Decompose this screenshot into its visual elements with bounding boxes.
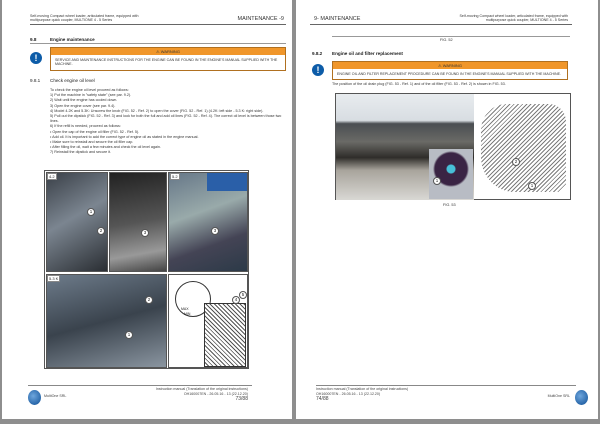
step: • Make sure to reinstall and secure the oil filler cap. bbox=[50, 140, 134, 145]
warning-title: ⚠ WARNING bbox=[333, 62, 567, 69]
warning-box bbox=[50, 47, 286, 71]
callout: 2 bbox=[145, 296, 153, 304]
max-label: MAX bbox=[181, 307, 189, 311]
callout: 5 bbox=[239, 291, 247, 299]
photo-5-2 bbox=[168, 172, 248, 272]
min-label: MIN bbox=[184, 312, 191, 316]
step: To check the engine oil level proceed as follows: bbox=[50, 88, 129, 92]
section-title: Engine maintenance bbox=[50, 37, 95, 42]
warning-box bbox=[332, 61, 568, 80]
footer-line: OH160007EN - 26.05.16 - 13 (22.12.20) bbox=[183, 392, 248, 396]
callout: 1 bbox=[528, 182, 536, 190]
step: • After filling the oil, wait a few minutes and check the oil level again. bbox=[50, 145, 161, 150]
warning-title: ⚠ WARNING bbox=[51, 48, 285, 55]
header-section: MAINTENANCE -9 bbox=[237, 16, 284, 22]
footer-company: MultiOne SRL bbox=[547, 394, 570, 398]
callout: 1 bbox=[125, 331, 133, 339]
multione-logo bbox=[28, 390, 41, 405]
warning-text: ENGINE OIL AND FILTER REPLACEMENT PROCEDURE CAN BE FOUND IN THE ENGINE'S MANUAL SUPPLIED WITH THE MACHINE. bbox=[337, 72, 561, 76]
warning-text: SERVICE AND MAINTENANCE INSTRUCTIONS FOR THE ENGINE CAN BE FOUND IN THE ENGINE'S MANUAL SUPPLIED WITH THE MACHINE. bbox=[55, 58, 278, 67]
page-number: 74/88 bbox=[316, 396, 329, 402]
step: 1) Put the machine in "safety state" (see par. 9.2). bbox=[50, 93, 132, 98]
step: 5) Pull out the dipstick (FIG. 52 - Ref. 3) and look for both the full and add oil lines (FIG. 52 - Ref. 4). The correct oil level is between those two lines. bbox=[50, 114, 282, 124]
photo-label: 5.2 bbox=[172, 174, 178, 179]
photo-label: 5.3 K bbox=[49, 276, 59, 281]
step: 6) If the refill is needed, proceed as follows: bbox=[50, 124, 121, 129]
drain-plug-inset bbox=[429, 149, 473, 199]
step: 4) Model 4.2K and 5.3K: Unscrew the knob (FIG. 52 - Ref. 2) to open the cover (FIG. 52 - Ref. 1) (4.2K: left side - 5.3 K: right side). bbox=[50, 108, 264, 113]
right-page bbox=[296, 0, 598, 419]
figure-caption: FIG. 53 bbox=[443, 203, 456, 207]
multione-logo bbox=[575, 390, 588, 405]
header-doc-title: Self-moving Compact wheel loader, articulated frame, equipped with multipurpose quick coupler, MULTIONE 4 - 5 Series bbox=[459, 14, 568, 23]
footer-line: Instruction manual (Translation of the original instructions) bbox=[316, 387, 409, 391]
subsection-number: 9.8.1 bbox=[30, 78, 41, 83]
subsection-title: Check engine oil level bbox=[50, 78, 95, 83]
intro-text: The position of the oil drain plug (FIG. 53 - Ref. 1) and of the oil filter (FIG. 53 - Ref. 2) is shown in FIG. 53. bbox=[332, 82, 506, 86]
header-section: 9- MAINTENANCE bbox=[314, 16, 361, 22]
step: 3) Open the engine cover (see par. 9.4). bbox=[50, 103, 116, 108]
figure-52 bbox=[44, 170, 249, 369]
photo-underside bbox=[336, 94, 474, 200]
step: 2) Wait until the engine has cooled down. bbox=[50, 98, 118, 103]
engine-diagram bbox=[168, 274, 248, 368]
callout: 1 bbox=[87, 208, 95, 216]
section-number: 9.8 bbox=[30, 37, 37, 42]
subsection-title: Engine oil and filter replacement bbox=[332, 51, 403, 56]
footer-company: MultiOne SRL bbox=[44, 394, 67, 398]
callout: 4 bbox=[232, 296, 240, 304]
page-number: 73/88 bbox=[235, 396, 248, 402]
instructions bbox=[50, 88, 286, 156]
info-icon: ! bbox=[30, 52, 42, 64]
header-doc-title: Self-moving Compact wheel loader, articulated frame, equipped with multipurpose quick coupler, MULTIONE 4 - 5 Series bbox=[30, 14, 139, 23]
footer-info bbox=[156, 387, 248, 402]
callout: 3 bbox=[211, 227, 219, 235]
step: • Add oil. It is important to add the correct type of engine oil as stated in the engine manual. bbox=[50, 134, 199, 139]
info-icon: ! bbox=[312, 64, 324, 76]
figure-53 bbox=[335, 93, 571, 200]
footer-line: OH160007EN - 26.05.16 - 13 (22.12.20) bbox=[316, 392, 381, 396]
step: • Open the cap of the engine oil filler (FIG. 52 - Ref. 5). bbox=[50, 129, 140, 134]
footer-line: Instruction manual (Translation of the original instructions) bbox=[155, 387, 248, 391]
step: 7) Reinstall the dipstick and secure it. bbox=[50, 150, 112, 155]
subsection-number: 9.8.2 bbox=[312, 51, 323, 56]
callout: 2 bbox=[512, 158, 520, 166]
footer-info bbox=[316, 387, 408, 402]
photo-5-3k bbox=[46, 274, 167, 368]
engine-drawing bbox=[481, 104, 566, 192]
callout: 3 bbox=[141, 229, 149, 237]
photo-4-2 bbox=[46, 172, 108, 272]
callout: 2 bbox=[97, 227, 105, 235]
callout: 1 bbox=[433, 177, 441, 185]
left-page bbox=[2, 0, 292, 419]
figure-caption: FIG. 52 bbox=[440, 38, 453, 42]
photo-engine bbox=[109, 172, 167, 272]
photo-label: 4.2 bbox=[49, 174, 55, 179]
